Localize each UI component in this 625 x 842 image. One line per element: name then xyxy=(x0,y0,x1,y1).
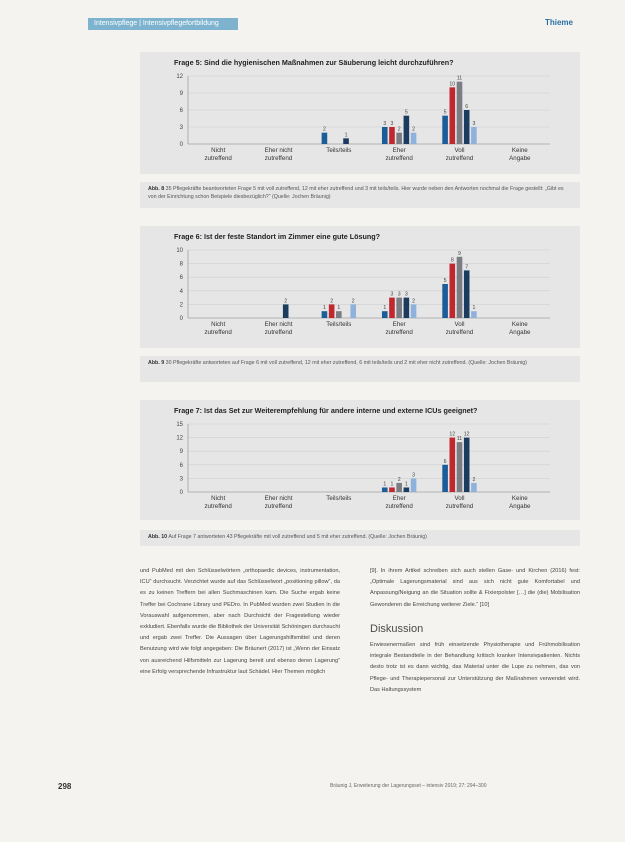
y-tick-label: 6 xyxy=(179,108,183,114)
page-number: 298 xyxy=(58,782,72,791)
bar xyxy=(450,87,456,144)
data-label: 5 xyxy=(443,109,447,116)
y-tick-label: 4 xyxy=(179,288,183,295)
x-tick-label: Nicht xyxy=(211,321,226,328)
bar xyxy=(382,127,388,144)
x-tick-label: Eher xyxy=(392,495,406,502)
x-tick-label: Voll xyxy=(454,147,465,154)
data-label: 1 xyxy=(404,481,408,488)
bar xyxy=(457,257,463,318)
bar xyxy=(450,438,456,492)
x-tick-label: Voll xyxy=(454,495,465,502)
bar-chart-frage-7 xyxy=(140,400,580,520)
chart-title: Frage 5: Sind die hygienischen Maßnahmen zur Säuberung leicht durchzuführen? xyxy=(174,58,454,67)
x-tick-label: zutreffend xyxy=(445,155,474,162)
bar xyxy=(442,465,448,492)
data-label: 6 xyxy=(465,104,469,110)
bar xyxy=(404,116,410,144)
y-tick-label: 3 xyxy=(179,476,183,483)
x-tick-label: Angabe xyxy=(509,155,531,162)
x-tick-label: zutreffend xyxy=(204,155,232,162)
caption-abb-8 xyxy=(140,182,580,208)
data-label: 3 xyxy=(397,291,401,298)
data-label: 10 xyxy=(449,81,456,88)
bar xyxy=(464,270,470,318)
x-tick-label: zutreffend xyxy=(204,329,232,336)
data-label: 12 xyxy=(463,431,470,438)
y-tick-label: 6 xyxy=(179,462,183,469)
caption-label: Abb. 8 xyxy=(148,186,165,192)
body-right-column: [9]. In ihrem Artikel schreiben sich auch stellen Gase- und Kirchen (2016) fest: „Optimale Lagerungsmaterial sind aus sich nicht gute Komfortabel und Anpassung/Neigung an die Situation sollte & Fixierpolster […] die (die) Mobilisation Gewonderen die Erreichung weiterer Ziele.“ [10] xyxy=(370,568,580,608)
data-label: 3 xyxy=(383,121,387,127)
x-tick-label: Voll xyxy=(454,321,465,328)
bar xyxy=(389,127,395,144)
y-tick-label: 15 xyxy=(176,422,183,428)
caption-text: Auf Frage 7 antworteten 43 Pflegekräfte mit voll zutreffend und 5 mit eher zutreffend. (Quelle: Jochen Bräunig) xyxy=(168,534,427,540)
bar xyxy=(389,298,395,318)
data-label: 2 xyxy=(472,476,476,483)
data-label: 5 xyxy=(404,109,408,116)
bar-chart-frage-5 xyxy=(140,52,580,174)
data-label: 1 xyxy=(337,305,341,312)
x-tick-label: zutreffend xyxy=(264,503,293,510)
journal-footer: Bräunig J, Erweiterung der Lagerungsset – intensiv 2019; 27: 294–300 xyxy=(330,783,487,789)
bar xyxy=(471,483,477,492)
bar xyxy=(450,264,456,318)
bar xyxy=(464,438,470,492)
data-label: 12 xyxy=(449,431,456,438)
caption-label: Abb. 10 xyxy=(148,534,168,540)
data-label: 1 xyxy=(383,481,387,488)
data-label: 3 xyxy=(412,472,416,479)
x-tick-label: Nicht xyxy=(211,495,226,502)
data-label: 2 xyxy=(412,298,416,305)
chart-title: Frage 7: Ist das Set zur Weiterempfehlung für andere interne und externe ICUs geeignet? xyxy=(174,406,478,415)
y-tick-label: 0 xyxy=(179,490,183,496)
y-tick-label: 6 xyxy=(179,275,183,282)
caption-text: 35 Pflegekräfte beantworteten Frage 5 mit voll zutreffend, 12 mit eher zutreffend und 3 mit teils/teils. Hier wurde neben den Antworten nochmal die Frage gestellt: „Gibt es von der Einrichtung schon Beispiele diesbezüglich?“ (Quelle: Jochen Bräunig) xyxy=(148,186,564,200)
y-tick-label: 9 xyxy=(179,449,183,456)
data-label: 3 xyxy=(390,121,394,127)
bar-chart-frage-6 xyxy=(140,226,580,348)
x-tick-label: zutreffend xyxy=(445,503,474,510)
publisher-logo: Thieme xyxy=(544,18,573,27)
bar xyxy=(329,304,335,318)
x-tick-label: Eher nicht xyxy=(264,147,293,154)
y-tick-label: 2 xyxy=(179,302,183,309)
discussion-text: Erwiesenermaßen sind früh einsetzende Physiotherapie und Frühmobilisation integrale Bestandteile in der Behandlung kritisch kranker Intensivpatienten. Nichts desto trotz ist es dann wichtig, das Material unter die Lupe zu nehmen, das von Pflege- und Therapiepersonal zur Unterstützung der Maßnahmen verwendet wird. Das Haltungssystem xyxy=(370,642,580,693)
data-label: 2 xyxy=(412,126,416,133)
x-tick-label: zutreffend xyxy=(385,155,413,162)
data-label: 1 xyxy=(322,305,326,312)
data-label: 3 xyxy=(390,291,394,298)
bar xyxy=(442,116,448,144)
data-label: 5 xyxy=(443,278,447,284)
caption-abb-10 xyxy=(140,530,580,546)
x-tick-label: zutreffend xyxy=(385,329,413,336)
bar xyxy=(283,304,289,318)
x-tick-label: Eher xyxy=(392,321,406,328)
data-label: 11 xyxy=(456,75,463,82)
x-tick-label: Keine xyxy=(511,321,528,328)
x-tick-label: Eher nicht xyxy=(264,495,293,502)
figure-frage-7 xyxy=(140,400,580,520)
bar xyxy=(442,284,448,318)
bar xyxy=(350,304,356,318)
bar xyxy=(464,110,470,144)
data-label: 1 xyxy=(344,132,348,139)
data-label: 1 xyxy=(472,305,476,312)
x-tick-label: Eher xyxy=(392,147,406,154)
bar xyxy=(382,487,388,492)
y-tick-label: 8 xyxy=(179,261,183,268)
y-tick-label: 9 xyxy=(179,91,183,97)
bar xyxy=(404,487,410,492)
data-label: 1 xyxy=(383,305,387,312)
data-label: 9 xyxy=(458,250,461,257)
data-label: 2 xyxy=(397,476,401,483)
bar xyxy=(343,138,349,144)
data-label: 8 xyxy=(450,257,454,264)
y-tick-label: 0 xyxy=(179,142,183,148)
x-tick-label: zutreffend xyxy=(204,503,232,510)
section-heading: Diskussion xyxy=(370,623,424,635)
x-tick-label: zutreffend xyxy=(385,503,413,510)
x-tick-label: Angabe xyxy=(509,503,531,510)
data-label: 1 xyxy=(390,481,394,488)
figure-frage-5 xyxy=(140,52,580,174)
bar xyxy=(396,298,402,318)
y-tick-label: 12 xyxy=(176,74,183,80)
x-tick-label: zutreffend xyxy=(264,155,293,162)
y-tick-label: 0 xyxy=(179,316,183,322)
x-tick-label: Keine xyxy=(511,147,528,154)
section-tab: Intensivpflege | Intensivpflegefortbildung xyxy=(88,18,238,30)
bar xyxy=(389,487,395,492)
bar xyxy=(382,311,388,318)
x-tick-label: Teils/teils xyxy=(326,495,352,502)
y-tick-label: 12 xyxy=(176,435,183,442)
data-label: 2 xyxy=(330,298,334,305)
x-tick-label: Angabe xyxy=(509,329,531,336)
bar xyxy=(411,478,417,492)
caption-abb-9 xyxy=(140,356,580,382)
bar xyxy=(471,311,477,318)
bar xyxy=(404,298,410,318)
x-tick-label: Keine xyxy=(511,495,528,502)
x-tick-label: Teils/teils xyxy=(326,147,352,154)
data-label: 3 xyxy=(472,121,476,127)
data-label: 3 xyxy=(404,291,408,298)
x-tick-label: Nicht xyxy=(211,147,226,154)
x-tick-label: Eher nicht xyxy=(264,321,293,328)
caption-text: 30 Pflegekräfte antworteten auf Frage 6 mit voll zutreffend, 12 mit eher zutreffend, 6 mit teils/teils und 2 mit eher nicht zutreffend. (Quelle: Jochen Bräunig) xyxy=(165,360,527,366)
bar xyxy=(471,127,477,144)
bar xyxy=(322,133,328,144)
data-label: 2 xyxy=(284,298,288,305)
body-left-column: und PubMed mit den Schlüsselwörtern „orthopaedic devices, instrumentation, ICU“ durchsucht. Verzichtet wurde auf das Schlüsselwort „positioning pillow“, da es zu keinen Treffern bei allen Suchmaschinen kam. Die Suche ergab keine Treffer bei Cochrane Library und PEDro. In PubMed wurden zwei Studien in die Vorauswahl aufgenommen, aber nach Durchsicht der Fragestellung wieder exkludiert. Ebenfalls wurde die Bibliothek der Universität Schöningen durchsucht und ergab zwei Treffer. Die Aussagen über Lagerungshilfsmittel und deren Benutzung wird wie folgt angegeben: Die Bräunert (2017) ist „Wenn der Einsatz von ausreichend Hilfsmitteln zur Lagerung bereit und ebenso deren Lagerung“ eine Erfolg versprechende Infrastruktur laut Schädel. Hier Themen möglich xyxy=(140,568,340,675)
bar xyxy=(457,82,463,144)
caption-label: Abb. 9 xyxy=(148,360,165,366)
x-tick-label: Teils/teils xyxy=(326,321,352,328)
figure-frage-6 xyxy=(140,226,580,348)
x-tick-label: zutreffend xyxy=(264,329,293,336)
bar xyxy=(457,442,463,492)
y-tick-label: 10 xyxy=(176,248,183,254)
data-label: 7 xyxy=(465,264,469,271)
bar xyxy=(336,311,342,318)
data-label: 2 xyxy=(322,126,326,133)
data-label: 2 xyxy=(351,298,355,305)
y-tick-label: 3 xyxy=(179,125,183,131)
bar xyxy=(411,133,417,144)
data-label: 2 xyxy=(397,126,401,133)
bar xyxy=(396,483,402,492)
bar xyxy=(322,311,328,318)
chart-title: Frage 6: Ist der feste Standort im Zimmer eine gute Lösung? xyxy=(174,232,381,241)
data-label: 11 xyxy=(456,436,463,443)
x-tick-label: zutreffend xyxy=(445,329,474,336)
bar xyxy=(411,304,417,318)
data-label: 6 xyxy=(443,458,447,465)
bar xyxy=(396,133,402,144)
